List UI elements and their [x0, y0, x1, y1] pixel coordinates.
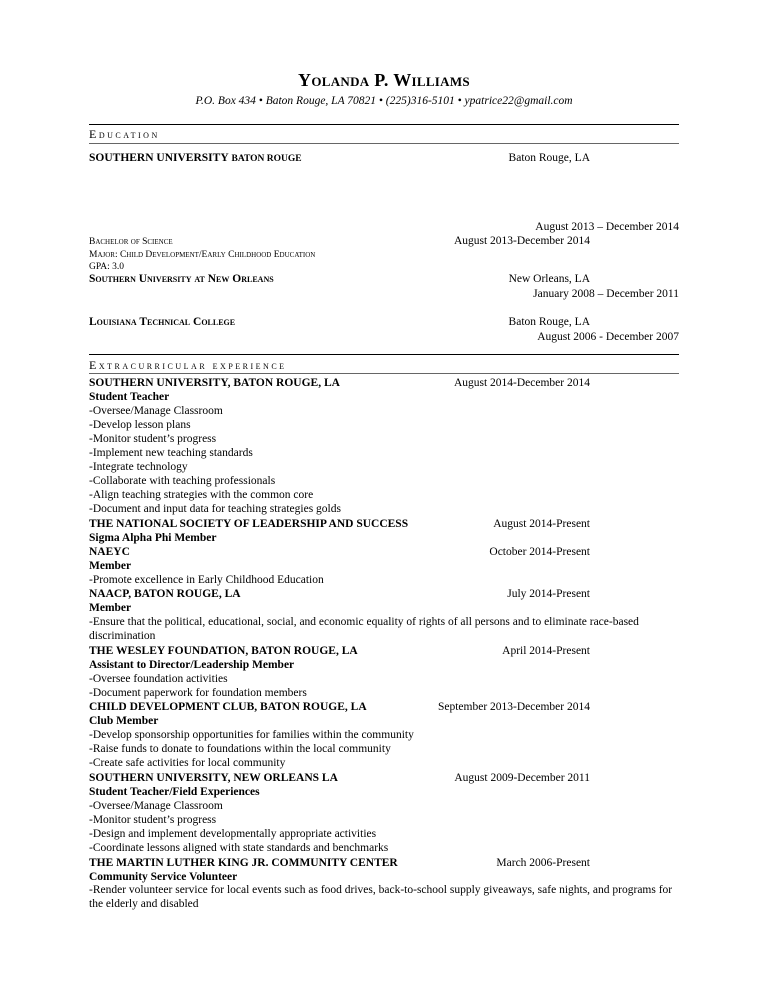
bullet-item: -Promote excellence in Early Childhood Education [89, 574, 324, 586]
experience-role: Sigma Alpha Phi Member [89, 532, 217, 544]
bullet-item: -Create safe activities for local community [89, 757, 286, 769]
bullet-item: -Document paperwork for foundation members [89, 687, 307, 699]
bullet-item: -Coordinate lessons aligned with state standards and benchmarks [89, 842, 389, 854]
bullet-item: -Raise funds to donate to foundations within the local community [89, 743, 391, 755]
org-name: NAACP, BATON ROUGE, LA [89, 588, 241, 600]
org-dates: August 2014-Present [493, 518, 590, 530]
experience-org [89, 644, 679, 658]
section-rule [89, 354, 679, 355]
experience-org [89, 376, 679, 390]
school-name: Louisiana Technical College [89, 316, 236, 328]
bullet-item: -Develop lesson plans [89, 419, 191, 431]
education-entry [89, 272, 679, 286]
org-name: THE MARTIN LUTHER KING JR. COMMUNITY CENTER [89, 857, 398, 869]
org-name: THE WESLEY FOUNDATION, BATON ROUGE, LA [89, 645, 358, 657]
bullet-item: -Ensure that the political, educational, social, and economic equality of rights of all persons and to eliminate race-based discrimination [89, 616, 639, 642]
school-name: SOUTHERN UNIVERSITY [89, 152, 229, 164]
degree-line [89, 234, 679, 248]
section-rule [89, 373, 679, 374]
experience-org [89, 587, 679, 601]
bullet-item: -Monitor student’s progress [89, 814, 217, 826]
experience-role: Student Teacher/Field Experiences [89, 786, 260, 798]
school-suffix: BATON ROUGE [231, 154, 302, 164]
education-entry [89, 315, 679, 329]
org-dates: March 2006-Present [496, 857, 590, 869]
org-dates: September 2013-December 2014 [437, 701, 590, 713]
school-dates: January 2008 – December 2011 [533, 288, 679, 300]
school-dates: August 2013 – December 2014 [535, 221, 679, 233]
org-name: NAEYC [89, 546, 130, 558]
school-name: Southern University at New Orleans [89, 273, 274, 285]
bullet-item: -Design and implement developmentally appropriate activities [89, 828, 377, 840]
bullet-item: -Collaborate with teaching professionals [89, 475, 276, 487]
org-name: SOUTHERN UNIVERSITY, BATON ROUGE, LA [89, 377, 340, 389]
school-location: Baton Rouge, LA [508, 152, 590, 164]
org-name: SOUTHERN UNIVERSITY, NEW ORLEANS LA [89, 772, 338, 784]
gpa-line [89, 259, 679, 273]
experience-role: Student Teacher [89, 391, 170, 403]
experience-role: Assistant to Director/Leadership Member [89, 659, 295, 671]
school-location: Baton Rouge, LA [508, 316, 590, 328]
bullet-item: -Align teaching strategies with the common core [89, 489, 314, 501]
contact-line: P.O. Box 434 • Baton Rouge, LA 70821 • (225)316-5101 • ypatrice22@gmail.com [195, 95, 573, 107]
gpa: GPA: 3.0 [89, 262, 125, 272]
experience-org [89, 771, 679, 785]
degree: Bachelor of Science [89, 237, 173, 247]
school-location: New Orleans, LA [508, 273, 590, 285]
resume-name: Yolanda P. Williams [298, 70, 470, 90]
org-dates: August 2009-December 2011 [454, 772, 590, 784]
education-entry [89, 151, 679, 165]
bullet-item: -Render volunteer service for local events such as food drives, back-to-school supply giveaways, safe nights, and programs for the elderly and disabled [89, 884, 673, 910]
experience-role: Club Member [89, 715, 159, 727]
org-name: THE NATIONAL SOCIETY OF LEADERSHIP AND SUCCESS [89, 518, 409, 530]
org-dates: August 2014-December 2014 [453, 377, 590, 389]
bullet-item: -Oversee/Manage Classroom [89, 800, 223, 812]
education-heading: Education [89, 127, 160, 141]
section-rule [89, 124, 679, 125]
experience-org [89, 700, 679, 714]
bullet-item: -Implement new teaching standards [89, 447, 253, 459]
section-rule [89, 143, 679, 144]
bullet-item: -Oversee foundation activities [89, 673, 228, 685]
bullet-item: -Monitor student’s progress [89, 433, 217, 445]
bullet-item: -Oversee/Manage Classroom [89, 405, 223, 417]
school-dates: August 2006 - December 2007 [537, 331, 679, 343]
bullet-item: -Document and input data for teaching strategies golds [89, 503, 341, 515]
experience-role: Member [89, 602, 132, 614]
org-name: CHILD DEVELOPMENT CLUB, BATON ROUGE, LA [89, 701, 367, 713]
degree-dates: August 2013-December 2014 [453, 235, 590, 247]
major: Major: Child Development/Early Childhood Education [89, 250, 316, 260]
experience-org [89, 545, 679, 559]
experience-role: Member [89, 560, 132, 572]
bullet-item: -Integrate technology [89, 461, 188, 473]
bullet-item: -Develop sponsorship opportunities for families within the community [89, 729, 414, 741]
org-dates: October 2014-Present [489, 546, 590, 558]
org-dates: April 2014-Present [502, 645, 590, 657]
experience-org [89, 517, 679, 531]
experience-org [89, 856, 679, 870]
experience-role: Community Service Volunteer [89, 871, 238, 883]
experience-heading: Extracurricular experience [89, 358, 287, 372]
org-dates: July 2014-Present [507, 588, 590, 600]
